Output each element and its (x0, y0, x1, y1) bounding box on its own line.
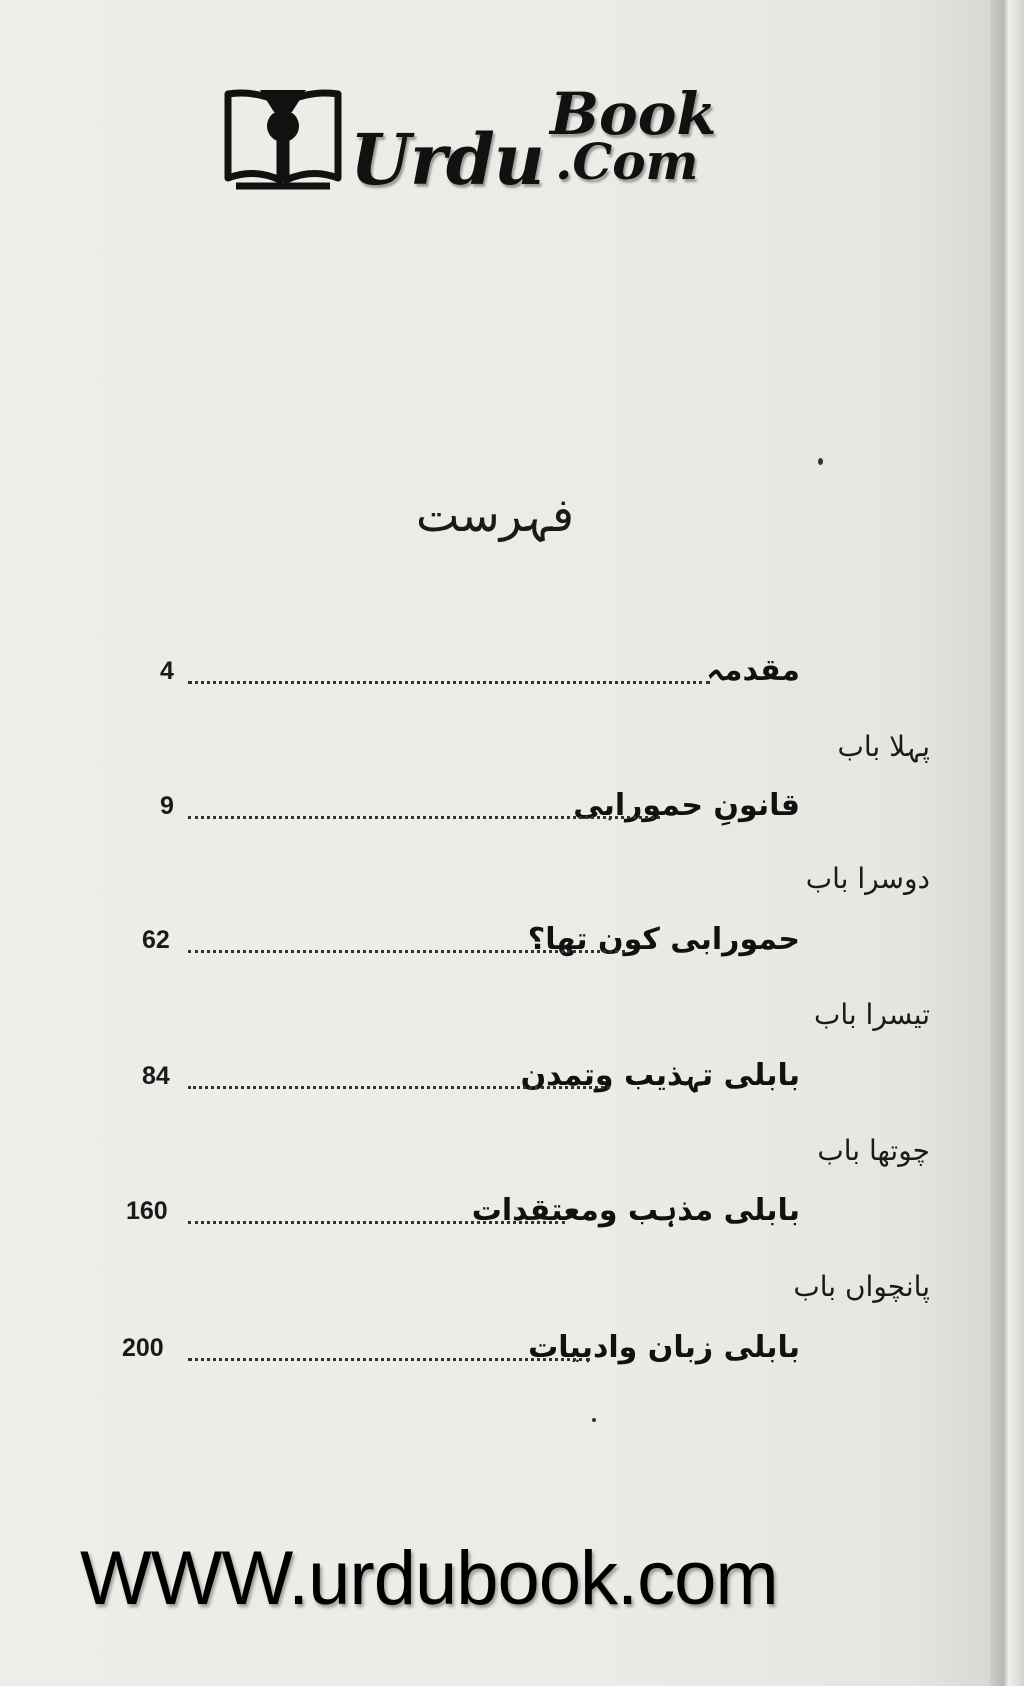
toc-entry-title: مقدمہ (706, 653, 800, 688)
toc-entry-title: بابلی مذہب ومعتقدات (471, 1193, 800, 1228)
toc-entry-page: 84 (142, 1062, 170, 1090)
toc-entry (110, 1193, 800, 1237)
open-book-icon (222, 82, 344, 192)
toc-entry (110, 1330, 800, 1374)
toc-entry-title: بابلی زبان وادبیات (528, 1330, 800, 1365)
logo-wordmark (350, 80, 770, 201)
toc-entry-page: 4 (160, 657, 174, 685)
toc-chapter-label: دوسرا باب (805, 862, 930, 895)
toc-chapter-label: پانچواں باب (793, 1270, 930, 1303)
toc-entry-page: 9 (160, 792, 174, 820)
toc-leader-dots (188, 1358, 590, 1361)
ink-speck (592, 1418, 596, 1422)
toc-entry-page: 160 (126, 1197, 168, 1225)
toc-entry-page: 62 (142, 926, 170, 954)
toc-chapter-label: چوتھا باب (817, 1134, 930, 1167)
toc-entry-page: 200 (122, 1334, 164, 1362)
toc-chapter-label: تیسرا باب (813, 998, 930, 1031)
toc-entry (110, 1058, 800, 1102)
toc-entry (110, 653, 800, 697)
toc-leader-dots (188, 950, 625, 953)
book-spine-edge (990, 0, 1024, 1686)
page-title: فہرست (415, 488, 575, 542)
footer-url: WWW.urdubook.com (80, 1536, 778, 1621)
toc-entry-title: بابلی تہذیب وتمدن (520, 1058, 800, 1093)
toc-leader-dots (188, 681, 710, 684)
toc-entry-title: قانونِ حمورابی (573, 788, 800, 823)
logo-word-com: .Com (555, 132, 699, 191)
logo-word-book: Book (550, 80, 717, 148)
logo-word-urdu: Urdu (350, 118, 544, 201)
toc-leader-dots (188, 816, 660, 819)
toc-entry (110, 788, 800, 832)
toc-leader-dots (188, 1086, 610, 1089)
site-logo (222, 70, 762, 200)
toc-leader-dots (188, 1221, 565, 1224)
toc-entry (110, 922, 800, 966)
toc-entry-title: حمورابی کون تھا؟ (527, 922, 800, 957)
ink-speck (818, 458, 823, 465)
toc-chapter-label: پہلا باب (837, 730, 930, 763)
